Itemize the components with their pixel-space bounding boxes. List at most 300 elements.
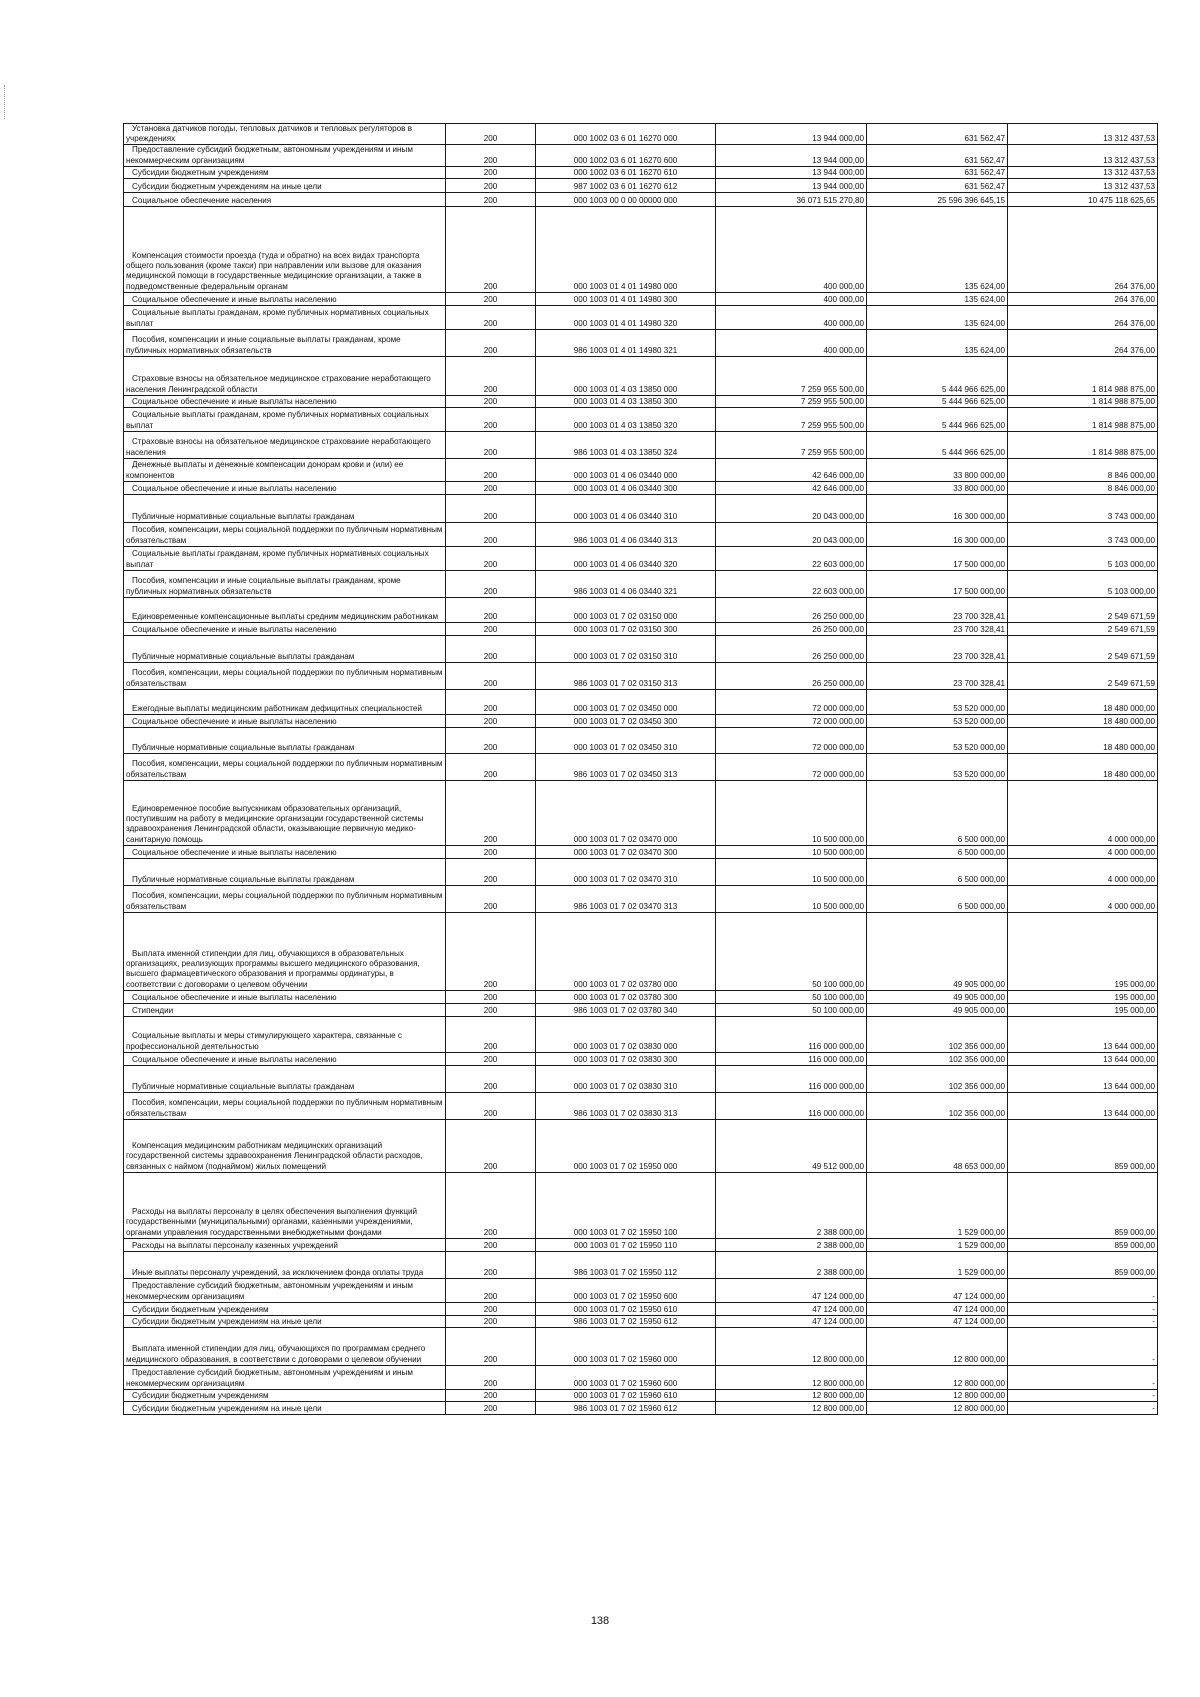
row-budget-code: [536, 431, 716, 458]
row-executed-amount-text: 33 800 000,00: [953, 470, 1005, 480]
row-name: [124, 481, 446, 494]
row-unexecuted-amount: [1008, 458, 1158, 481]
table-row: [124, 1065, 1158, 1092]
row-approved-amount: [716, 858, 867, 885]
row-name-text: Денежные выплаты и денежные компенсации донорам крови и (или) ее компонентов: [126, 460, 404, 480]
row-approved-amount-text: 42 646 000,00: [812, 483, 864, 493]
row-executed-amount-text: 5 444 966 625,00: [941, 420, 1005, 430]
row-unexecuted-amount: [1008, 1389, 1158, 1401]
row-name: [124, 635, 446, 662]
row-approved-amount: [716, 1278, 867, 1302]
row-approved-amount-text: 7 259 955 500,00: [800, 420, 864, 430]
row-unexecuted-amount: [1008, 885, 1158, 912]
row-approved-amount-text: 20 043 000,00: [812, 511, 864, 521]
row-budget-code-text: 000 1003 01 7 02 03830 000: [573, 1041, 678, 1051]
row-executed-amount-text: 53 520 000,00: [953, 703, 1005, 713]
row-budget-code-text: 000 1003 01 4 06 03440 300: [573, 483, 678, 493]
row-unexecuted-amount-text: -: [1152, 1378, 1155, 1388]
row-admin-code-text: 200: [483, 1378, 498, 1388]
row-admin-code-text: 200: [483, 181, 498, 191]
row-name: [124, 1315, 446, 1327]
row-admin-code-text: 200: [483, 1403, 498, 1413]
row-unexecuted-amount-text: 13 644 000,00: [1103, 1041, 1155, 1051]
row-approved-amount-text: 47 124 000,00: [812, 1304, 864, 1314]
row-admin-code-text: 200: [483, 281, 498, 291]
row-unexecuted-amount-text: 1 814 988 875,00: [1091, 420, 1155, 430]
row-admin-code-text: 200: [483, 624, 498, 634]
row-approved-amount-text: 20 043 000,00: [812, 535, 864, 545]
row-name-text: Компенсация медицинским работникам медицинских организаций государственной системы здравоохранения Ленинградской области расходов, связанных с наймом (поднаймом) жилых помещений: [126, 1141, 423, 1171]
row-name-text: Социальные выплаты гражданам, кроме публичных нормативных социальных выплат: [126, 308, 429, 328]
row-budget-code: [536, 292, 716, 305]
row-admin-code-text: 200: [483, 611, 498, 621]
row-approved-amount-text: 26 250 000,00: [812, 611, 864, 621]
row-unexecuted-amount: [1008, 166, 1158, 178]
row-approved-amount: [716, 753, 867, 780]
row-admin-code: [446, 546, 536, 570]
row-approved-amount-text: 12 800 000,00: [812, 1403, 864, 1413]
row-unexecuted-amount-text: 1 814 988 875,00: [1091, 447, 1155, 457]
row-name-text: Социальное обеспечение и иные выплаты населению: [132, 992, 337, 1002]
row-name: [124, 714, 446, 727]
row-name: [124, 885, 446, 912]
row-name-text: Субсидии бюджетным учреждениям на иные цели: [132, 1403, 322, 1413]
row-budget-code-text: 000 1003 01 4 06 03440 310: [573, 511, 678, 521]
row-executed-amount-text: 23 700 328,41: [953, 651, 1005, 661]
row-name-text: Пособия, компенсации, меры социальной поддержки по публичным нормативным обязательствам: [126, 759, 443, 779]
row-executed-amount: [867, 1065, 1008, 1092]
row-executed-amount: [867, 912, 1008, 990]
table-row: [124, 753, 1158, 780]
row-unexecuted-amount: [1008, 858, 1158, 885]
row-budget-code: [536, 1251, 716, 1278]
row-admin-code: [446, 494, 536, 522]
row-unexecuted-amount: [1008, 1401, 1158, 1414]
row-admin-code: [446, 356, 536, 395]
table-row: [124, 990, 1158, 1003]
table-row: [124, 1052, 1158, 1065]
table-row: [124, 1327, 1158, 1365]
row-admin-code-text: 200: [483, 1316, 498, 1326]
table-row: [124, 570, 1158, 597]
row-name-text: Публичные нормативные социальные выплаты гражданам: [132, 874, 355, 884]
row-approved-amount-text: 7 259 955 500,00: [800, 396, 864, 406]
row-name: [124, 1092, 446, 1119]
row-unexecuted-amount-text: 859 000,00: [1114, 1240, 1155, 1250]
row-admin-code: [446, 1238, 536, 1251]
row-admin-code: [446, 192, 536, 206]
row-executed-amount: [867, 689, 1008, 714]
row-admin-code: [446, 845, 536, 858]
row-executed-amount: [867, 292, 1008, 305]
row-admin-code: [446, 635, 536, 662]
row-name: [124, 1389, 446, 1401]
row-approved-amount: [716, 1003, 867, 1016]
row-admin-code: [446, 1003, 536, 1016]
row-executed-amount: [867, 858, 1008, 885]
row-executed-amount: [867, 124, 1008, 145]
row-name: [124, 522, 446, 546]
row-name-text: Социальные выплаты гражданам, кроме публичных нормативных социальных выплат: [126, 549, 429, 569]
row-name: [124, 407, 446, 431]
row-admin-code: [446, 1365, 536, 1389]
row-approved-amount: [716, 1172, 867, 1238]
row-executed-amount: [867, 329, 1008, 356]
row-approved-amount-text: 7 259 955 500,00: [800, 447, 864, 457]
row-budget-code-text: 000 1003 01 7 02 15960 000: [573, 1354, 678, 1364]
row-admin-code-text: 200: [483, 420, 498, 430]
row-budget-code: [536, 714, 716, 727]
row-name: [124, 858, 446, 885]
row-executed-amount-text: 1 529 000,00: [957, 1267, 1005, 1277]
row-name: [124, 912, 446, 990]
row-unexecuted-amount-text: 5 103 000,00: [1107, 559, 1155, 569]
row-executed-amount-text: 48 653 000,00: [953, 1161, 1005, 1171]
row-budget-code: [536, 356, 716, 395]
row-executed-amount-text: 135 624,00: [964, 281, 1005, 291]
row-approved-amount: [716, 1327, 867, 1365]
row-unexecuted-amount: [1008, 494, 1158, 522]
row-unexecuted-amount-text: -: [1152, 1354, 1155, 1364]
row-unexecuted-amount-text: 10 475 118 625,65: [1088, 195, 1155, 205]
row-approved-amount-text: 2 388 000,00: [816, 1227, 864, 1237]
row-admin-code-text: 200: [483, 384, 498, 394]
row-admin-code-text: 200: [483, 1240, 498, 1250]
row-budget-code: [536, 1065, 716, 1092]
row-admin-code: [446, 481, 536, 494]
table-row: [124, 1119, 1158, 1172]
row-unexecuted-amount: [1008, 192, 1158, 206]
row-approved-amount: [716, 1302, 867, 1315]
row-admin-code: [446, 689, 536, 714]
table-row: [124, 1302, 1158, 1315]
row-admin-code-text: 200: [483, 979, 498, 989]
row-unexecuted-amount-text: -: [1152, 1403, 1155, 1413]
row-approved-amount-text: 26 250 000,00: [812, 678, 864, 688]
row-executed-amount: [867, 780, 1008, 845]
row-admin-code-text: 200: [483, 742, 498, 752]
row-budget-code: [536, 1278, 716, 1302]
row-admin-code-text: 200: [483, 1108, 498, 1118]
row-executed-amount-text: 17 500 000,00: [953, 586, 1005, 596]
row-budget-code: [536, 990, 716, 1003]
row-name: [124, 1302, 446, 1315]
row-unexecuted-amount-text: 13 312 437,53: [1103, 155, 1155, 165]
row-name-text: Пособия, компенсации, меры социальной поддержки по публичным нормативным обязательствам: [126, 525, 443, 545]
row-admin-code: [446, 1389, 536, 1401]
row-unexecuted-amount-text: 4 000 000,00: [1107, 874, 1155, 884]
row-executed-amount: [867, 727, 1008, 753]
table-row: [124, 458, 1158, 481]
row-approved-amount: [716, 145, 867, 166]
row-admin-code-text: 200: [483, 834, 498, 844]
row-executed-amount-text: 135 624,00: [964, 345, 1005, 355]
row-approved-amount: [716, 635, 867, 662]
row-name: [124, 1278, 446, 1302]
row-approved-amount: [716, 570, 867, 597]
table-row: [124, 662, 1158, 689]
row-executed-amount-text: 23 700 328,41: [953, 624, 1005, 634]
table-row: [124, 1016, 1158, 1052]
row-unexecuted-amount-text: 859 000,00: [1114, 1227, 1155, 1237]
row-budget-code: [536, 570, 716, 597]
row-unexecuted-amount-text: 1 814 988 875,00: [1091, 384, 1155, 394]
row-executed-amount: [867, 597, 1008, 622]
row-executed-amount: [867, 1238, 1008, 1251]
row-executed-amount: [867, 1092, 1008, 1119]
row-approved-amount: [716, 845, 867, 858]
row-admin-code: [446, 1401, 536, 1414]
row-admin-code-text: 200: [483, 1267, 498, 1277]
row-admin-code: [446, 145, 536, 166]
row-executed-amount-text: 16 300 000,00: [953, 511, 1005, 521]
row-approved-amount-text: 400 000,00: [823, 294, 864, 304]
row-unexecuted-amount-text: 18 480 000,00: [1103, 742, 1155, 752]
row-executed-amount: [867, 407, 1008, 431]
table-row: [124, 178, 1158, 192]
row-executed-amount: [867, 356, 1008, 395]
row-budget-code: [536, 546, 716, 570]
row-name: [124, 356, 446, 395]
row-name-text: Публичные нормативные социальные выплаты гражданам: [132, 511, 355, 521]
row-unexecuted-amount-text: 2 549 671,59: [1107, 678, 1155, 688]
row-approved-amount-text: 13 944 000,00: [812, 155, 864, 165]
row-approved-amount: [716, 597, 867, 622]
row-admin-code-text: 200: [483, 678, 498, 688]
table-row: [124, 481, 1158, 494]
row-budget-code: [536, 1302, 716, 1315]
row-unexecuted-amount-text: 195 000,00: [1114, 992, 1155, 1002]
row-approved-amount: [716, 912, 867, 990]
row-name-text: Расходы на выплаты персоналу в целях обеспечения выполнения функций государственными (муниципальными) органами, казенными учреждениями, органами управления государственными внебюджетными фондами: [126, 1207, 418, 1237]
row-name: [124, 1401, 446, 1414]
row-name-text: Социальное обеспечение и иные выплаты населению: [132, 716, 337, 726]
row-name: [124, 145, 446, 166]
row-executed-amount: [867, 1052, 1008, 1065]
table-row: [124, 912, 1158, 990]
row-name-text: Единовременные компенсационные выплаты средним медицинским работникам: [132, 611, 439, 621]
row-approved-amount: [716, 166, 867, 178]
row-admin-code: [446, 292, 536, 305]
row-name: [124, 1119, 446, 1172]
row-name-text: Пособия, компенсации и иные социальные выплаты гражданам, кроме публичных нормативных обязательств: [126, 576, 401, 596]
row-name-text: Установка датчиков погоды, тепловых датчиков и тепловых регуляторов в учреждениях: [126, 124, 412, 144]
row-name: [124, 622, 446, 635]
row-unexecuted-amount: [1008, 622, 1158, 635]
row-approved-amount-text: 2 388 000,00: [816, 1240, 864, 1250]
row-approved-amount: [716, 292, 867, 305]
row-budget-code-text: 000 1003 01 4 03 13850 300: [573, 396, 678, 406]
row-unexecuted-amount-text: -: [1152, 1304, 1155, 1314]
row-budget-code-text: 000 1003 01 7 02 03780 000: [573, 979, 678, 989]
row-budget-code-text: 000 1003 01 4 03 13850 000: [573, 384, 678, 394]
row-approved-amount-text: 36 071 515 270,80: [796, 195, 864, 205]
row-executed-amount-text: 12 800 000,00: [953, 1378, 1005, 1388]
row-name: [124, 206, 446, 292]
row-budget-code: [536, 1016, 716, 1052]
row-executed-amount-text: 23 700 328,41: [953, 611, 1005, 621]
row-admin-code: [446, 1172, 536, 1238]
row-executed-amount: [867, 570, 1008, 597]
row-executed-amount-text: 47 124 000,00: [953, 1291, 1005, 1301]
row-name: [124, 329, 446, 356]
row-name-text: Выплата именной стипендии для лиц, обучающихся в образовательных организациях, реализующих программы высшего медицинского образования, высшего фармацевтического образования и программы ординатуры, в соответствии с договорами о целевом обучении: [126, 949, 420, 989]
row-approved-amount: [716, 727, 867, 753]
row-executed-amount-text: 6 500 000,00: [957, 834, 1005, 844]
row-approved-amount: [716, 714, 867, 727]
row-executed-amount: [867, 166, 1008, 178]
row-approved-amount: [716, 305, 867, 329]
row-approved-amount: [716, 1065, 867, 1092]
row-name-text: Социальное обеспечение населения: [132, 195, 272, 205]
row-executed-amount: [867, 192, 1008, 206]
row-admin-code: [446, 1251, 536, 1278]
row-unexecuted-amount: [1008, 727, 1158, 753]
row-budget-code: [536, 1327, 716, 1365]
row-executed-amount-text: 135 624,00: [964, 294, 1005, 304]
row-name: [124, 178, 446, 192]
row-approved-amount-text: 47 124 000,00: [812, 1291, 864, 1301]
row-unexecuted-amount-text: 8 846 000,00: [1107, 470, 1155, 480]
row-budget-code: [536, 166, 716, 178]
row-executed-amount-text: 33 800 000,00: [953, 483, 1005, 493]
row-admin-code-text: 200: [483, 651, 498, 661]
row-name-text: Публичные нормативные социальные выплаты гражданам: [132, 1081, 355, 1091]
table-row: [124, 206, 1158, 292]
row-name-text: Субсидии бюджетным учреждениям: [132, 167, 269, 177]
row-budget-code: [536, 1003, 716, 1016]
row-name-text: Субсидии бюджетным учреждениям на иные цели: [132, 1316, 322, 1326]
row-unexecuted-amount: [1008, 1327, 1158, 1365]
row-budget-code-text: 986 1003 01 7 02 03780 340: [573, 1005, 678, 1015]
row-admin-code-text: 200: [483, 155, 498, 165]
row-executed-amount-text: 49 905 000,00: [953, 992, 1005, 1002]
row-admin-code-text: 200: [483, 447, 498, 457]
table-row: [124, 192, 1158, 206]
row-admin-code: [446, 407, 536, 431]
row-unexecuted-amount-text: 264 376,00: [1114, 318, 1155, 328]
row-budget-code-text: 986 1003 01 7 02 15950 612: [573, 1316, 678, 1326]
row-budget-code-text: 986 1003 01 7 02 15960 612: [573, 1403, 678, 1413]
row-unexecuted-amount-text: 4 000 000,00: [1107, 847, 1155, 857]
row-name: [124, 192, 446, 206]
row-admin-code: [446, 166, 536, 178]
row-unexecuted-amount: [1008, 662, 1158, 689]
row-approved-amount: [716, 780, 867, 845]
row-approved-amount: [716, 1401, 867, 1414]
row-admin-code: [446, 1065, 536, 1092]
table-row: [124, 124, 1158, 145]
row-name-text: Пособия, компенсации и иные социальные выплаты гражданам, кроме публичных нормативных обязательств: [126, 335, 401, 355]
row-name: [124, 780, 446, 845]
row-unexecuted-amount-text: 13 644 000,00: [1103, 1108, 1155, 1118]
row-admin-code-text: 200: [483, 992, 498, 1002]
table-row: [124, 1251, 1158, 1278]
row-admin-code-text: 200: [483, 1041, 498, 1051]
row-name: [124, 494, 446, 522]
table-row: [124, 145, 1158, 166]
row-unexecuted-amount: [1008, 780, 1158, 845]
row-executed-amount: [867, 305, 1008, 329]
row-approved-amount-text: 72 000 000,00: [812, 703, 864, 713]
table-row: [124, 1278, 1158, 1302]
row-unexecuted-amount-text: 3 743 000,00: [1107, 535, 1155, 545]
row-name: [124, 292, 446, 305]
row-budget-code-text: 986 1003 01 4 06 03440 321: [573, 586, 678, 596]
row-name: [124, 458, 446, 481]
row-name-text: Социальное обеспечение и иные выплаты населению: [132, 1054, 337, 1064]
row-budget-code-text: 000 1003 01 4 03 13850 320: [573, 420, 678, 430]
row-name: [124, 124, 446, 145]
row-admin-code: [446, 662, 536, 689]
table-body: [124, 124, 1158, 1415]
row-name-text: Социальное обеспечение и иные выплаты населению: [132, 624, 337, 634]
row-budget-code-text: 000 1003 00 0 00 00000 000: [573, 195, 678, 205]
row-unexecuted-amount: [1008, 1092, 1158, 1119]
row-approved-amount: [716, 1052, 867, 1065]
row-admin-code: [446, 1052, 536, 1065]
row-budget-code: [536, 1365, 716, 1389]
row-admin-code-text: 200: [483, 1304, 498, 1314]
page-number: 138: [590, 1615, 610, 1627]
row-unexecuted-amount-text: 18 480 000,00: [1103, 769, 1155, 779]
row-admin-code-text: 200: [483, 483, 498, 493]
row-budget-code-text: 000 1002 03 6 01 16270 000: [573, 134, 678, 144]
row-name: [124, 166, 446, 178]
row-budget-code-text: 000 1003 01 7 02 03450 310: [573, 742, 678, 752]
row-name: [124, 1327, 446, 1365]
row-name: [124, 1238, 446, 1251]
row-approved-amount-text: 116 000 000,00: [808, 1041, 864, 1051]
row-admin-code-text: 200: [483, 769, 498, 779]
row-executed-amount: [867, 635, 1008, 662]
table-row: [124, 305, 1158, 329]
row-unexecuted-amount: [1008, 1016, 1158, 1052]
row-budget-code-text: 000 1003 01 7 02 03470 310: [573, 874, 678, 884]
table-row: [124, 431, 1158, 458]
row-budget-code: [536, 912, 716, 990]
row-budget-code: [536, 1401, 716, 1414]
row-admin-code: [446, 622, 536, 635]
row-approved-amount: [716, 546, 867, 570]
row-admin-code: [446, 753, 536, 780]
row-name-text: Социальное обеспечение и иные выплаты населению: [132, 294, 337, 304]
row-unexecuted-amount: [1008, 145, 1158, 166]
row-executed-amount-text: 5 444 966 625,00: [941, 447, 1005, 457]
row-executed-amount: [867, 481, 1008, 494]
row-admin-code-text: 200: [483, 586, 498, 596]
row-admin-code: [446, 858, 536, 885]
row-executed-amount: [867, 714, 1008, 727]
row-name-text: Страховые взносы на обязательное медицинское страхование неработающего населения: [126, 437, 431, 457]
row-approved-amount: [716, 885, 867, 912]
row-approved-amount: [716, 458, 867, 481]
row-name-text: Предоставление субсидий бюджетным, автономным учреждениям и иным некоммерческим организациям: [126, 1368, 413, 1388]
row-approved-amount: [716, 192, 867, 206]
row-approved-amount: [716, 1016, 867, 1052]
row-unexecuted-amount: [1008, 206, 1158, 292]
row-executed-amount-text: 16 300 000,00: [953, 535, 1005, 545]
row-approved-amount-text: 116 000 000,00: [808, 1081, 864, 1091]
row-executed-amount: [867, 494, 1008, 522]
row-unexecuted-amount-text: 18 480 000,00: [1103, 716, 1155, 726]
row-approved-amount-text: 2 388 000,00: [816, 1267, 864, 1277]
row-budget-code-text: 000 1003 01 7 02 15950 610: [573, 1304, 678, 1314]
row-unexecuted-amount: [1008, 1365, 1158, 1389]
row-admin-code: [446, 1119, 536, 1172]
row-approved-amount-text: 400 000,00: [823, 281, 864, 291]
row-executed-amount: [867, 1389, 1008, 1401]
